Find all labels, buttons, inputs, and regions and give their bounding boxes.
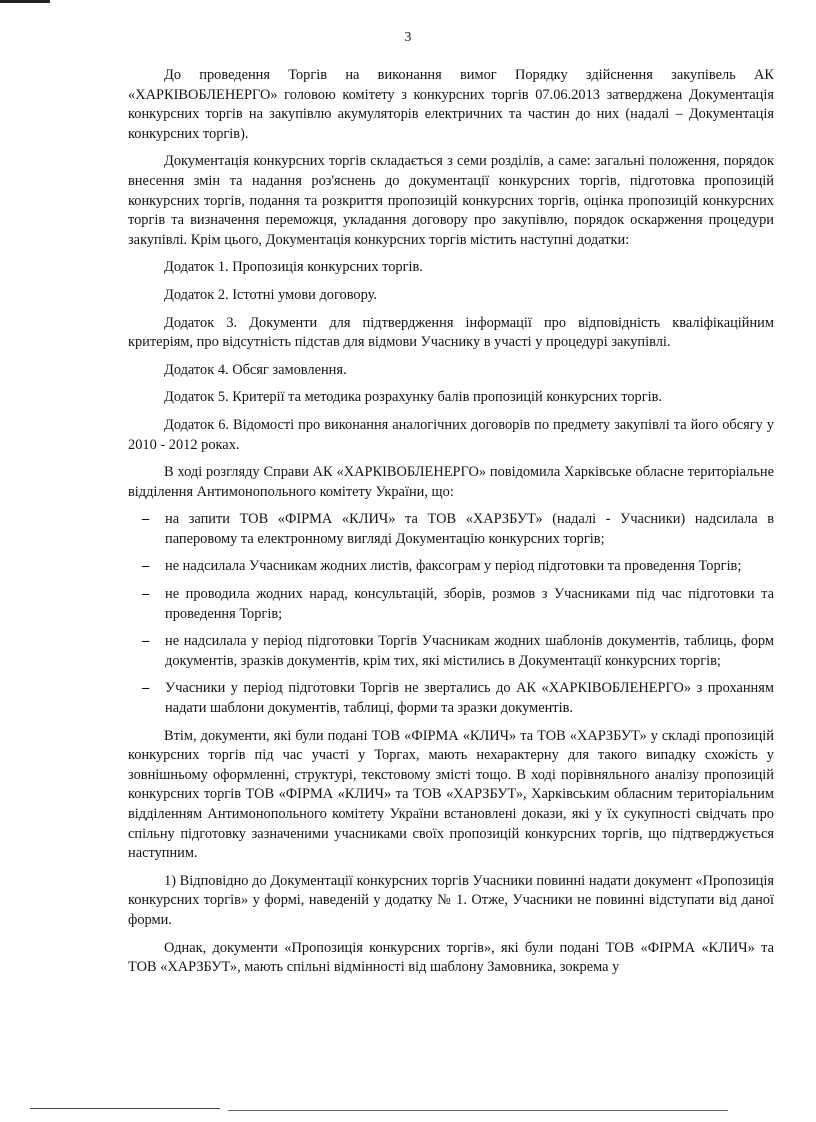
list-item-text: не надсилала у період підготовки Торгів Учасникам жодних шаблонів документів, таблиць, форм документів, зразків документів, крім тих, які містились в Документації конкурсних торгів;	[165, 633, 774, 669]
document-body	[128, 66, 774, 986]
annex-item: Додаток 1. Пропозиція конкурсних торгів.	[164, 259, 423, 276]
dash-marker: –	[142, 586, 150, 603]
paragraph: Документація конкурсних торгів складається з семи розділів, а саме: загальні положення, порядок внесення змін та надання роз'яснень до документації конкурсних торгів, підготовка пропозицій конкурсних торгів, подання та розкриття пропозицій конкурсних торгів, оцінка пропозицій конкурсних торгів та визначення переможця, укладання договору про закупівлю, порядок оскарження процедури закупівлі. Крім цього, Документація конкурсних торгів містить наступні додатки:	[128, 153, 774, 248]
list-item	[142, 510, 774, 549]
list-item-text: на запити ТОВ «ФІРМА «КЛИЧ» та ТОВ «ХАРЗБУТ» (надалі - Учасники) надсилала в паперовому та електронному вигляді Документацію конкурсних торгів;	[165, 511, 774, 547]
paragraph: В ході розгляду Справи АК «ХАРКІВОБЛЕНЕРГО» повідомила Харківське обласне територіальне відділення Антимонопольного комітету України, що:	[128, 464, 774, 500]
paragraph: Втім, документи, які були подані ТОВ «ФІРМА «КЛИЧ» та ТОВ «ХАРЗБУТ» у складі пропозицій конкурсних торгів під час участі у Торгах, мають нехарактерну для такого випадку схожість у зовнішньому оформленні, структурі, текстовому змісті тощо. В ході порівняльного аналізу пропозицій конкурсних торгів ТОВ «ФІРМА «КЛИЧ» та ТОВ «ХАРЗБУТ», Харківським обласним територіальним відділенням Антимонопольного комітету України встановлені докази, які у їх сукупності свідчать про спільну підготовку зазначеними учасниками своїх пропозицій конкурсних торгів, що підтверджується наступним.	[128, 727, 774, 862]
paragraph: 1) Відповідно до Документації конкурсних торгів Учасники повинні надати документ «Пропозиція конкурсних торгів» у формі, наведеній у додатку № 1. Отже, Учасники не повинні відступати від даної форми.	[128, 872, 774, 928]
scan-edge-line	[30, 1108, 220, 1109]
scan-edge-line	[228, 1110, 728, 1111]
dash-marker: –	[142, 680, 150, 697]
paragraph: До проведення Торгів на виконання вимог Порядку здійснення закупівель АК «ХАРКІВОБЛЕНЕРГО» головою комітету з конкурсних торгів 07.06.2013 затверджена Документація конкурсних торгів на закупівлю акумуляторів електричних та частин до них (надалі – Документація конкурсних торгів).	[128, 67, 774, 142]
scan-edge-mark	[0, 0, 50, 3]
bullet-list	[128, 510, 774, 718]
annex-item: Додаток 3. Документи для підтвердження інформації про відповідність кваліфікаційним критеріям, про відсутність підстав для відмови Учаснику в участі у процедурі закупівлі.	[128, 314, 774, 351]
dash-marker: –	[142, 558, 150, 575]
list-item-text: не проводила жодних нарад, консультацій, зборів, розмов з Учасниками під час підготовки та проведення Торгів;	[165, 586, 774, 622]
annex-item: Додаток 5. Критерії та методика розрахунку балів пропозицій конкурсних торгів.	[164, 389, 663, 406]
dash-marker: –	[142, 511, 150, 528]
dash-marker: –	[142, 633, 150, 650]
paragraph: Однак, документи «Пропозиція конкурсних торгів», які були подані ТОВ «ФІРМА «КЛИЧ» та ТОВ «ХАРЗБУТ», мають спільні відмінності від шаблону Замовника, зокрема у	[128, 939, 774, 976]
list-item	[142, 632, 774, 671]
annex-item: Додаток 4. Обсяг замовлення.	[164, 361, 347, 378]
list-item	[142, 585, 774, 624]
annex-item: Додаток 6. Відомості про виконання аналогічних договорів по предмету закупівлі та його обсягу у 2010 - 2012 роках.	[128, 416, 774, 453]
list-item	[142, 557, 774, 577]
list-item-text: не надсилала Учасникам жодних листів, факсограм у період підготовки та проведення Торгів;	[165, 558, 742, 575]
list-item-text: Учасники у період підготовки Торгів не звертались до АК «ХАРКІВОБЛЕНЕРГО» з проханням надати шаблони документів, таблиці, форми та зразки документів.	[165, 680, 774, 717]
page-number: 3	[404, 29, 412, 44]
list-item	[142, 679, 774, 718]
annex-item: Додаток 2. Істотні умови договору.	[164, 286, 377, 303]
